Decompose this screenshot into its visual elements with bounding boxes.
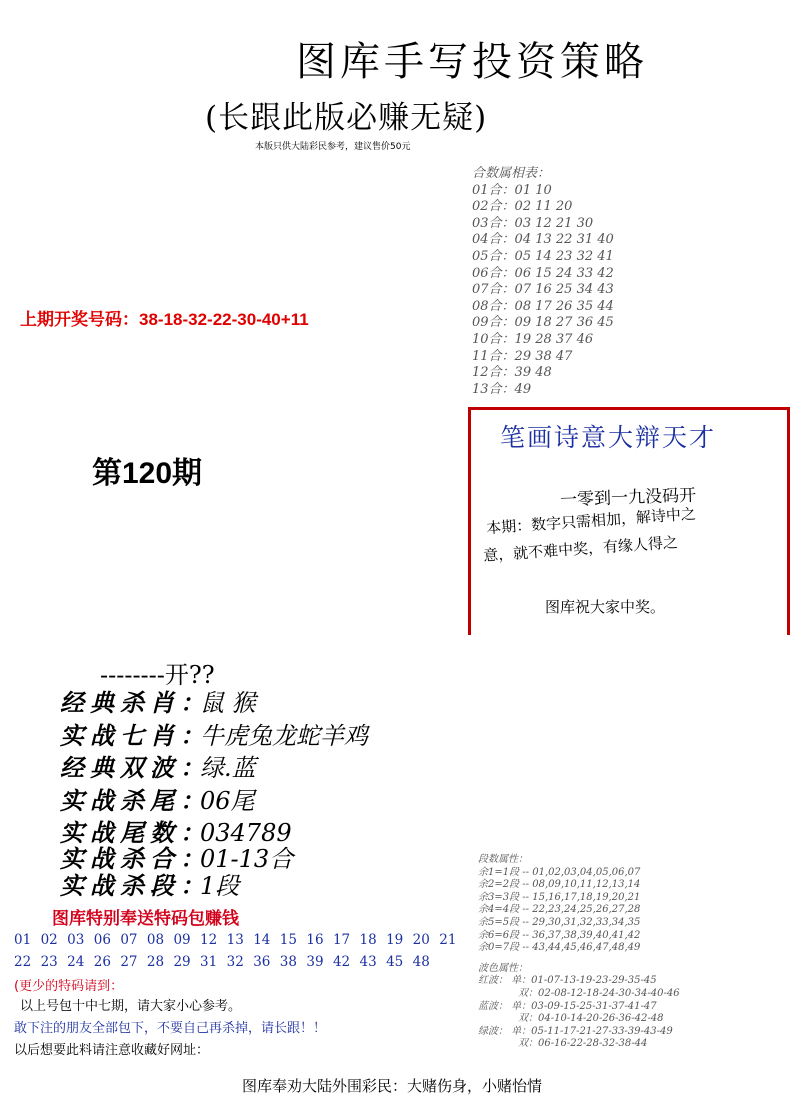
special-code-number: 23	[40, 954, 58, 970]
segment-row: 余1=1段 -- 01,02,03,04,05,06,07	[478, 866, 641, 878]
special-code-number: 12	[200, 932, 218, 948]
poem-title: 笔画诗意大辩天才	[500, 423, 717, 452]
tip-line: 以后想要此料请注意收藏好网址：	[14, 1043, 210, 1058]
tip-line: 以上号包十中七期，请大家小心参考。	[20, 999, 242, 1014]
segment-row: 余2=2段 -- 08,09,10,11,12,13,14	[478, 879, 641, 891]
special-code-number: 39	[306, 954, 324, 970]
prediction-value: 1段	[200, 872, 240, 900]
combo-row: 11合：29 38 47	[472, 348, 573, 364]
combo-row: 13合：49	[472, 381, 532, 397]
poem-line: 一零到一九没码开	[559, 485, 697, 511]
wave-odd: 单：01-07-13-19-23-29-35-45	[511, 975, 657, 987]
issue-number: 第120期	[92, 457, 203, 490]
special-code-number: 20	[412, 932, 430, 948]
special-code-number: 06	[93, 932, 111, 948]
prediction-value: 鼠 猴	[200, 689, 256, 717]
special-code-number: 27	[120, 954, 138, 970]
wave-odd: 单：05-11-17-21-27-33-39-43-49	[511, 1025, 673, 1037]
prediction-value: 牛虎兔龙蛇羊鸡	[200, 722, 368, 750]
segment-row: 余6=6段 -- 36,37,38,39,40,41,42	[478, 929, 641, 941]
poem-line: 意，就不难中奖，有缘人得之	[482, 533, 679, 565]
special-code-number: 08	[146, 932, 165, 948]
fewer-codes-note: (更少的特码请到：	[14, 979, 124, 994]
poem-line: 本期：数字只需相加，解诗中之	[485, 504, 697, 538]
waves-heading: 波色属性：	[478, 962, 528, 974]
special-code-number: 45	[386, 954, 404, 970]
prediction-value: 01-13合	[200, 845, 294, 873]
combo-row: 08合：08 17 26 35 44	[472, 298, 614, 314]
wave-row	[478, 1026, 680, 1039]
footer-advice: 图库奉劝大陆外围彩民：大赌伤身，小赌怡情	[242, 1077, 543, 1095]
special-codes-row	[14, 932, 466, 948]
prediction-row	[60, 683, 256, 718]
tip-line: 敢下注的朋友全部包下，不要自己再杀掉，请长跟！！	[14, 1021, 327, 1036]
prediction-row	[60, 716, 368, 751]
combo-row: 09合：09 18 27 36 45	[472, 315, 614, 331]
wave-row	[478, 1001, 680, 1014]
prediction-label: 经典杀肖：	[60, 688, 210, 717]
special-codes-row	[14, 954, 439, 970]
special-code-number: 15	[279, 932, 297, 948]
segment-row: 余4=4段 -- 22,23,24,25,26,27,28	[478, 904, 641, 916]
special-code-number: 28	[146, 954, 165, 970]
special-code-number: 22	[14, 954, 32, 970]
special-code-number: 24	[67, 954, 85, 970]
poem-wish: 图库祝大家中奖。	[545, 598, 666, 616]
segments-heading: 段数属性：	[478, 854, 528, 865]
special-code-number: 07	[120, 932, 138, 948]
combo-row: 07合：07 16 25 34 43	[472, 282, 614, 298]
special-codes-title: 图库特别奉送特码包赚钱	[52, 909, 239, 929]
prediction-label: 实战杀尾：	[60, 786, 210, 815]
prediction-row	[60, 748, 256, 783]
prediction-label: 实战尾数：	[60, 818, 210, 847]
special-code-number: 16	[306, 932, 324, 948]
wave-even: 双：06-16-22-28-32-38-44	[518, 1038, 648, 1050]
special-code-number: 26	[93, 954, 111, 970]
special-code-number: 32	[226, 954, 244, 970]
special-code-number: 14	[253, 932, 271, 948]
special-code-number: 03	[67, 932, 85, 948]
special-code-number: 43	[359, 954, 377, 970]
special-code-number: 38	[279, 954, 297, 970]
segment-row: 余3=3段 -- 15,16,17,18,19,20,21	[478, 891, 641, 903]
wave-label: 蓝波：	[478, 1000, 508, 1012]
wave-odd: 单：03-09-15-25-31-37-41-47	[511, 1000, 657, 1012]
prediction-row	[60, 781, 255, 816]
special-code-number: 42	[332, 954, 351, 970]
page-subtitle: (长跟此版必赚无疑)	[205, 100, 488, 136]
combo-table	[472, 166, 614, 398]
special-code-number: 31	[200, 954, 218, 970]
prediction-label: 经典双波：	[60, 753, 210, 782]
price-note: 本版只供大陆彩民参考，建议售价50元	[255, 142, 411, 152]
combo-row: 01合：01 10	[472, 182, 552, 198]
prediction-value: 06尾	[200, 787, 255, 815]
prediction-value: 034789	[200, 819, 292, 847]
wave-even: 双：02-08-12-18-24-30-34-40-46	[518, 987, 680, 999]
wave-label: 绿波：	[478, 1025, 508, 1037]
special-code-number: 02	[40, 932, 58, 948]
special-code-number: 21	[439, 932, 457, 948]
attributes-block	[478, 854, 680, 1051]
combo-row: 03合：03 12 21 30	[472, 215, 594, 231]
special-code-number: 48	[412, 954, 430, 970]
wave-label: 红波：	[478, 975, 508, 987]
combo-row: 10合：19 28 37 46	[472, 331, 594, 347]
prediction-value: 绿.蓝	[200, 754, 256, 782]
wave-row	[478, 975, 680, 988]
page-title: 图库手写投资策略	[296, 39, 648, 85]
combo-row: 06合：06 15 24 33 42	[472, 265, 614, 281]
prediction-label: 实战杀合：	[60, 844, 210, 873]
combo-row: 12合：39 48	[472, 365, 552, 381]
combo-row: 04合：04 13 22 31 40	[472, 232, 614, 248]
prediction-label: 实战杀段：	[60, 871, 210, 900]
segment-row: 余5=5段 -- 29,30,31,32,33,34,35	[478, 916, 641, 928]
special-code-number: 29	[173, 954, 191, 970]
special-code-number: 19	[386, 932, 404, 948]
special-code-number: 18	[359, 932, 377, 948]
last-draw-numbers: 上期开奖号码：38-18-32-22-30-40+11	[20, 310, 309, 329]
special-code-number: 09	[173, 932, 191, 948]
prediction-row	[60, 866, 239, 901]
special-code-number: 13	[226, 932, 244, 948]
special-code-number: 01	[14, 932, 32, 948]
combo-row: 05合：05 14 23 32 41	[472, 248, 614, 264]
segment-row: 余0=7段 -- 43,44,45,46,47,48,49	[478, 942, 641, 954]
special-code-number: 36	[253, 954, 271, 970]
combo-table-heading: 合数属相表：	[472, 166, 551, 181]
special-code-number: 17	[332, 932, 351, 948]
prediction-label: 实战七肖：	[60, 721, 210, 750]
combo-row: 02合：02 11 20	[472, 199, 573, 215]
handwritten-header: --------开??	[100, 661, 215, 689]
wave-even: 双：04-10-14-20-26-36-42-48	[518, 1013, 664, 1025]
